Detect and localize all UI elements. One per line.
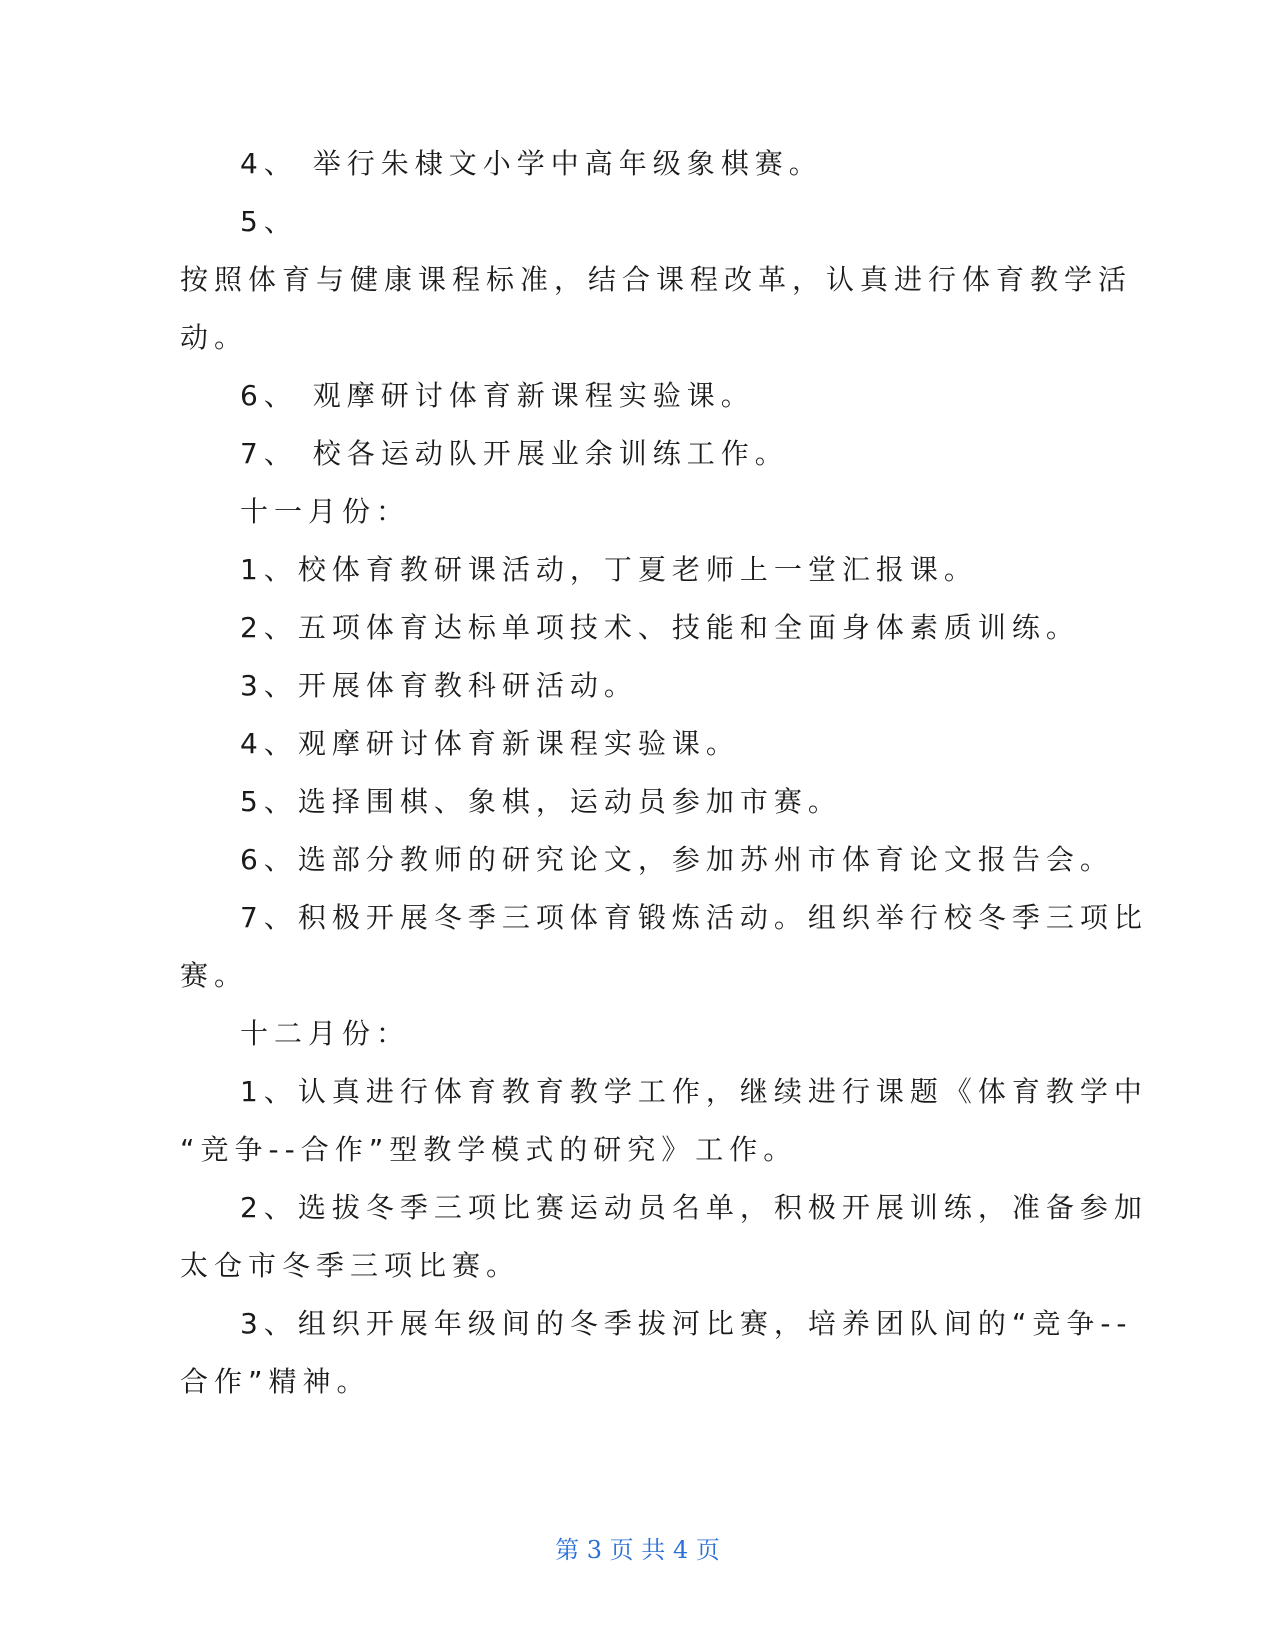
paragraph-line: 2、五项体育达标单项技术、技能和全面身体素质训练。: [240, 611, 1080, 644]
paragraph-line: 1、认真进行体育教育教学工作，继续进行课题《体育教学中: [240, 1075, 1148, 1108]
paragraph-line: 太仓市冬季三项比赛。: [180, 1249, 521, 1282]
paragraph-line: 2、选拔冬季三项比赛运动员名单，积极开展训练，准备参加: [240, 1191, 1148, 1224]
paragraph-line: 赛。: [180, 959, 249, 992]
paragraph-line: 动。: [180, 321, 249, 354]
paragraph-line: 按照体育与健康课程标准，结合课程改革，认真进行体育教学活: [180, 263, 1133, 296]
paragraph-line: 6、选部分教师的研究论文，参加苏州市体育论文报告会。: [240, 843, 1114, 876]
paragraph-line: 5、: [240, 205, 298, 238]
section-heading: 十一月份：: [240, 495, 411, 528]
page-number: 第 3 页 共 4 页: [555, 1536, 720, 1564]
paragraph-line: 3、组织开展年级间的冬季拔河比赛，培养团队间的“竞争--: [240, 1307, 1133, 1340]
paragraph-line: 3、开展体育教科研活动。: [240, 669, 638, 702]
section-heading: 十二月份：: [240, 1017, 411, 1050]
paragraph-line: “竞争--合作”型教学模式的研究》工作。: [180, 1133, 798, 1166]
paragraph-line: 1、校体育教研课活动，丁夏老师上一堂汇报课。: [240, 553, 978, 586]
paragraph-line: 5、选择围棋、象棋，运动员参加市赛。: [240, 785, 842, 818]
paragraph-line: 6、 观摩研讨体育新课程实验课。: [240, 379, 755, 412]
paragraph-line: 4、观摩研讨体育新课程实验课。: [240, 727, 740, 760]
paragraph-line: 7、 校各运动队开展业余训练工作。: [240, 437, 789, 470]
paragraph-line: 7、积极开展冬季三项体育锻炼活动。组织举行校冬季三项比: [240, 901, 1148, 934]
paragraph-line: 合作”精神。: [180, 1365, 371, 1398]
paragraph-line: 4、 举行朱棣文小学中高年级象棋赛。: [240, 147, 823, 180]
page-footer: [0, 1530, 1275, 1565]
